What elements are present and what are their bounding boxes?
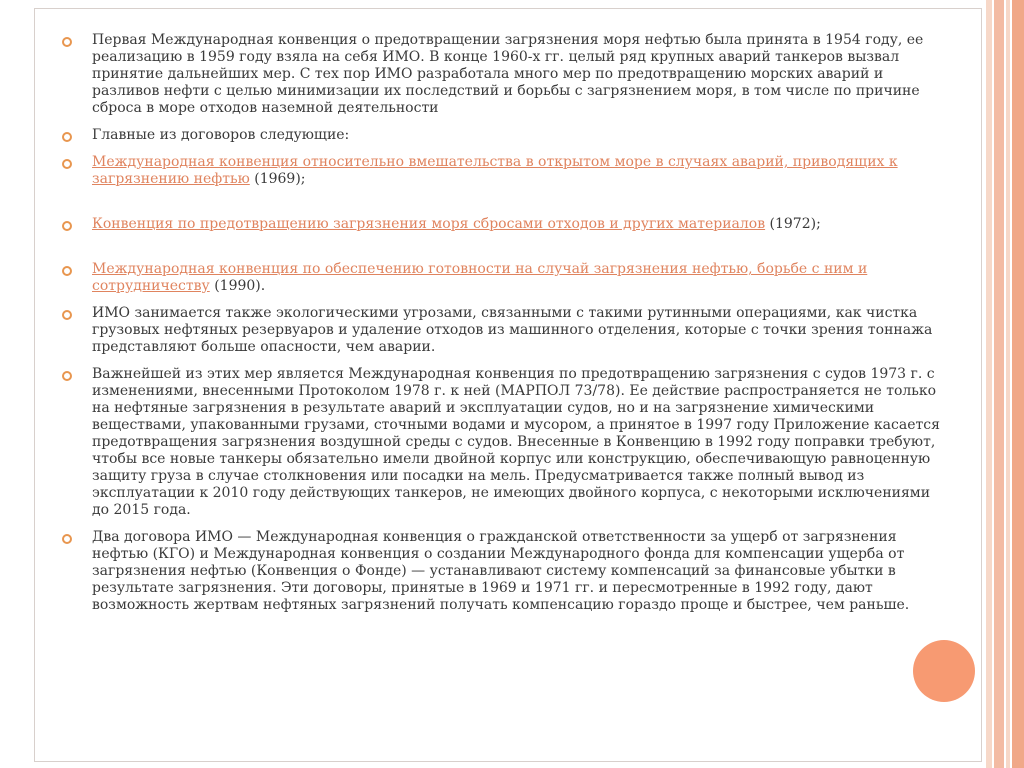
bullet-icon xyxy=(62,159,72,169)
item-suffix: (1990). xyxy=(209,278,266,294)
list-item xyxy=(60,261,940,295)
list-item xyxy=(60,154,940,188)
item-text: Важнейшей из этих мер является Международная конвенция по предотвращению загрязнения с судов 1973 г. с изменениями, внесенными Протоколом 1978 г. к ней (МАРПОЛ 73/78). Ее действие распространяется не только на нефтяные загрязнения в результате аварий и эксплуатации судов, но и на загрязнение химическими веществами, упакованными грузами, сточными водами и мусором, а принятое в 1997 году Приложение касается предотвращения загрязнения воздушной среды с судов. Внесенные в Конвенцию в 1992 году поправки требуют, чтобы все новые танкеры обязательно имели двойной корпус или конструкцию, обеспечивающую равноценную защиту груза в случае столкновения или посадки на мель. Предусматривается также полный вывод из эксплуатации к 2010 году действующих танкеров, не имеющих двойного корпуса, с некоторыми исключениями до 2015 года. xyxy=(92,366,940,518)
slide-content xyxy=(60,32,940,624)
list-item xyxy=(60,127,940,144)
bullet-icon xyxy=(62,37,72,47)
item-suffix: (1972); xyxy=(765,216,821,232)
bullet-icon xyxy=(62,371,72,381)
list-item xyxy=(60,216,940,233)
convention-link-1990[interactable]: Международная конвенция по обеспечению готовности на случай загрязнения нефтью, борьбе с ним и сотрудничеству xyxy=(92,261,868,294)
list-item xyxy=(60,32,940,117)
list-item xyxy=(60,366,940,519)
item-text: Первая Международная конвенция о предотвращении загрязнения моря нефтью была принята в 1954 году, ее реализацию в 1959 году взяла на себя ИМО. В конце 1960-х гг. целый ряд крупных аварий танкеров вызвал принятие дальнейших мер. С тех пор ИМО разработала много мер по предотвращению морских аварий и разливов нефти с целью минимизации их последствий и борьбы с загрязнением моря, в том числе по причине сброса в море отходов наземной деятельности xyxy=(92,32,924,116)
convention-link-1969[interactable]: Международная конвенция относительно вмешательства в открытом море в случаях аварий, приводящих к загрязнению нефтью xyxy=(92,154,898,187)
decorative-circle xyxy=(913,640,975,702)
list-item xyxy=(60,305,940,356)
item-text: Два договора ИМО — Международная конвенция о гражданской ответственности за ущерб от загрязнения нефтью (КГО) и Международная конвенция о создании Международного фонда для компенсации ущерба от загрязнения нефтью (Конвенция о Фонде) — устанавливают систему компенсаций за финансовые убытки в результате загрязнения. Эти договоры, принятые в 1969 и 1971 гг. и пересмотренные в 1992 году, дают возможность жертвам нефтяных загрязнений получать компенсацию гораздо проще и быстрее, чем раньше. xyxy=(92,529,910,613)
item-suffix: (1969); xyxy=(249,171,306,187)
item-text: Главные из договоров следующие: xyxy=(92,127,350,143)
bullet-icon xyxy=(62,221,72,231)
bullet-icon xyxy=(62,266,72,276)
bullet-icon xyxy=(62,132,72,142)
list-item xyxy=(60,529,940,614)
bullet-list xyxy=(60,32,940,614)
decorative-stripes xyxy=(986,0,1024,768)
item-text: ИМО занимается также экологическими угрозами, связанными с такими рутинными операциями, как чистка грузовых нефтяных резервуаров и удаление отходов из машинного отделения, которые с точки зрения тоннажа представляют больше опасности, чем аварии. xyxy=(92,305,933,355)
convention-link-1972[interactable]: Конвенция по предотвращению загрязнения моря сбросами отходов и других материалов xyxy=(92,216,766,232)
bullet-icon xyxy=(62,534,72,544)
bullet-icon xyxy=(62,310,72,320)
